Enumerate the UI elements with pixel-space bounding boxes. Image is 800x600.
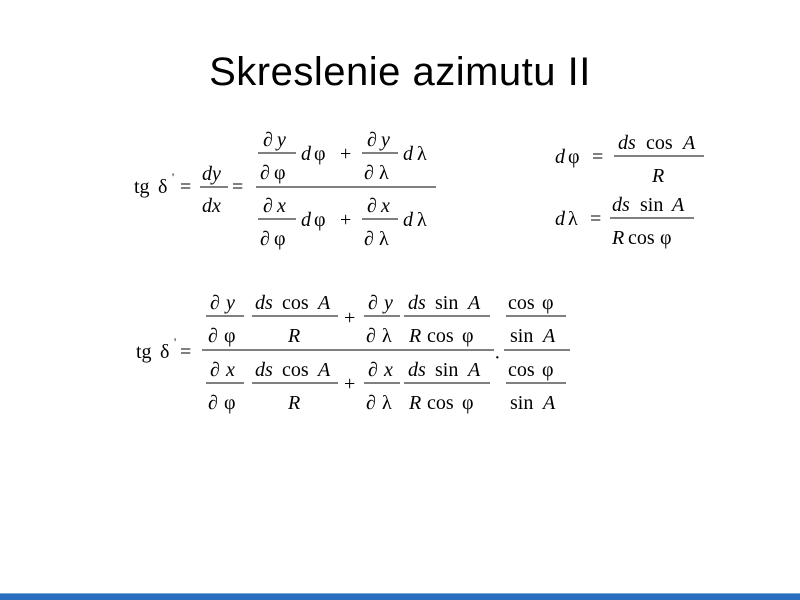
var-x: x [384,359,393,381]
var-phi: φ [224,325,236,347]
delta-symbol: δ [160,341,170,363]
slide-title: Skreslenie azimutu II [209,50,591,94]
equals-sign: = [232,176,244,198]
ds-symbol: ds [408,359,426,381]
var-phi: φ [314,209,326,231]
partial-symbol: ∂ [367,195,377,217]
var-phi: φ [462,392,474,414]
var-y: y [277,129,286,151]
partial-symbol: ∂ [260,228,270,250]
var-x: x [226,359,235,381]
var-phi: φ [568,146,580,168]
var-A: A [683,132,696,154]
var-A: A [543,325,556,347]
cos-function: cos [646,132,673,154]
numerator-group [258,129,427,184]
equals-sign: = [180,341,192,363]
formula-tg-delta-definition [134,129,436,250]
partial-symbol: ∂ [210,359,220,381]
var-phi: φ [274,228,286,250]
delta-symbol: δ [158,176,168,198]
cos-function: cos [427,392,454,414]
var-x: x [381,195,390,217]
cos-function: cos [282,292,309,314]
var-A: A [318,359,331,381]
cos-function: cos [508,292,535,314]
var-x: x [277,195,286,217]
partial-symbol: ∂ [367,129,377,151]
partial-symbol: ∂ [364,162,374,184]
bottom-accent-bar [0,593,800,600]
equals-sign: = [180,176,192,198]
formula-dlambda [555,194,694,249]
var-phi: φ [542,359,554,381]
var-lambda: λ [382,325,392,347]
var-lambda: λ [417,143,427,165]
sin-function: sin [435,292,459,314]
var-A: A [468,359,481,381]
ds-symbol: ds [618,132,636,154]
var-lambda: λ [568,208,578,230]
var-y: y [381,129,390,151]
prime-mark: ' [172,170,175,184]
var-phi: φ [542,292,554,314]
prime-mark: ' [174,335,177,349]
var-R: R [652,165,665,187]
ds-symbol: ds [255,359,273,381]
d-symbol: d [403,209,413,231]
dy-numerator: dy [202,163,221,185]
var-R: R [409,325,422,347]
d-symbol: d [301,143,311,165]
tg-label: tg [134,176,150,198]
sin-function: sin [640,194,664,216]
cos-function: cos [282,359,309,381]
var-lambda: λ [379,228,389,250]
ds-symbol: ds [612,194,630,216]
var-lambda: λ [382,392,392,414]
var-y: y [384,292,393,314]
var-A: A [468,292,481,314]
var-phi: φ [314,143,326,165]
d-symbol: d [301,209,311,231]
d-symbol: d [403,143,413,165]
plus-sign: + [344,307,356,329]
var-lambda: λ [379,162,389,184]
partial-symbol: ∂ [366,325,376,347]
var-R: R [409,392,422,414]
var-lambda: λ [417,209,427,231]
partial-symbol: ∂ [260,162,270,184]
partial-symbol: ∂ [263,195,273,217]
equals-sign: = [592,146,604,168]
d-symbol: d [555,146,565,168]
partial-symbol: ∂ [210,292,220,314]
ds-symbol: ds [408,292,426,314]
var-R: R [288,392,301,414]
right-factor-group [504,292,570,414]
cos-function: cos [508,359,535,381]
plus-sign: + [340,209,352,231]
partial-symbol: ∂ [208,325,218,347]
sin-function: sin [510,392,534,414]
var-A: A [672,194,685,216]
var-A: A [318,292,331,314]
var-R: R [612,227,625,249]
ds-symbol: ds [255,292,273,314]
numerator-group [206,292,490,347]
formula-tg-delta-substituted [136,292,570,414]
var-R: R [288,325,301,347]
var-A: A [543,392,556,414]
partial-symbol: ∂ [366,392,376,414]
cos-function: cos [427,325,454,347]
partial-symbol: ∂ [208,392,218,414]
dx-denominator: dx [202,195,221,217]
partial-symbol: ∂ [368,359,378,381]
var-phi: φ [462,325,474,347]
cos-function: cos [628,227,655,249]
var-y: y [226,292,235,314]
denominator-group [258,195,427,250]
denominator-group [206,359,490,414]
equals-sign: = [590,208,602,230]
plus-sign: + [340,143,352,165]
partial-symbol: ∂ [368,292,378,314]
formula-dphi [555,132,704,187]
partial-symbol: ∂ [364,228,374,250]
sin-function: sin [435,359,459,381]
plus-sign: + [344,373,356,395]
var-phi: φ [660,227,672,249]
sin-function: sin [510,325,534,347]
partial-symbol: ∂ [263,129,273,151]
tg-label: tg [136,341,152,363]
var-phi: φ [274,162,286,184]
d-symbol: d [555,208,565,230]
multiplication-dot: · [494,347,501,369]
var-phi: φ [224,392,236,414]
